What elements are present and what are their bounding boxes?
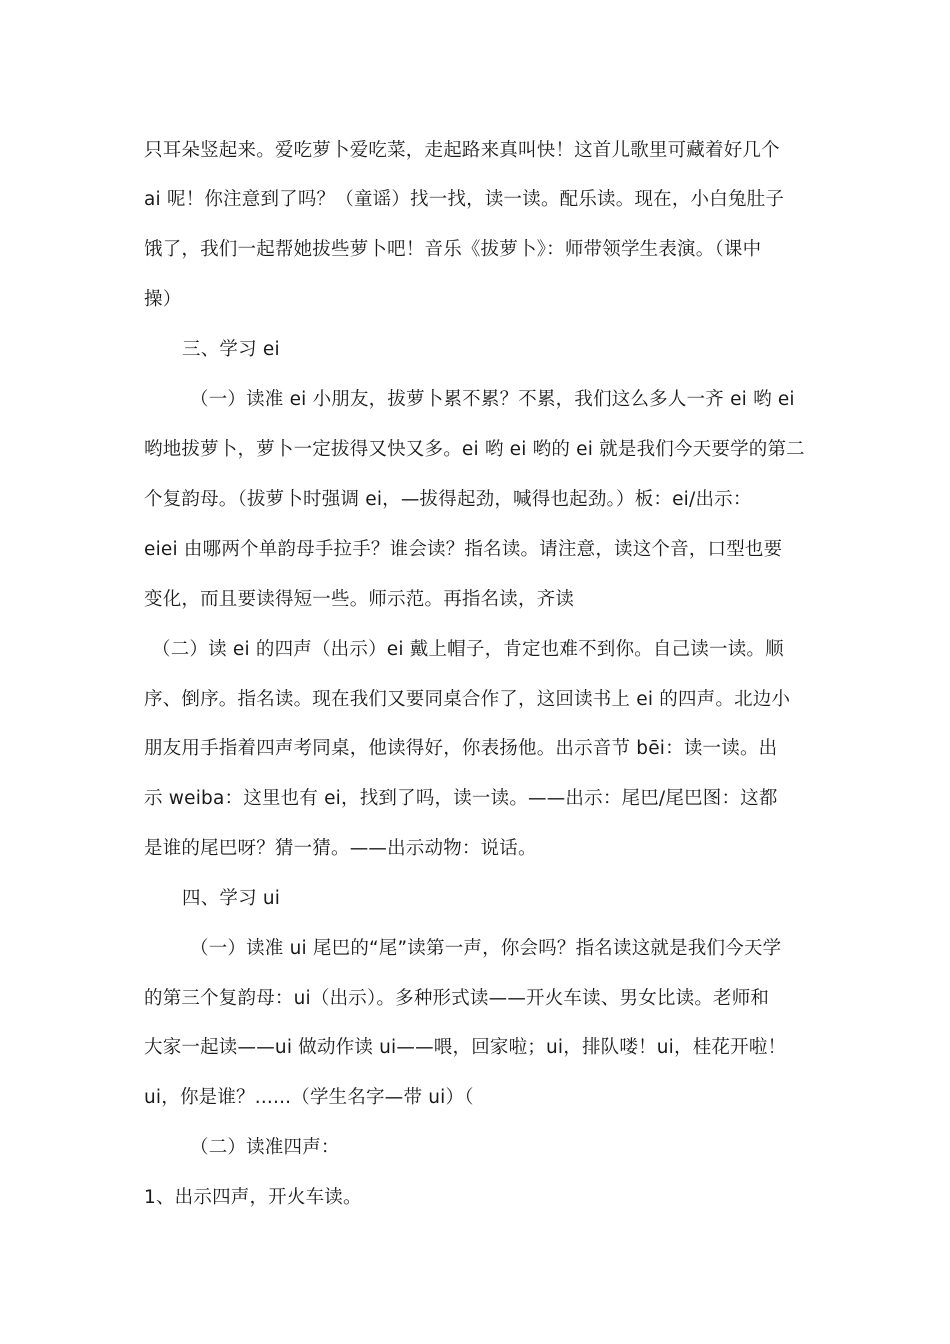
text-line: eiei 由哪两个单韵母手拉手？谁会读？指名读。请注意，读这个音，口型也要 [144,539,783,560]
subsection-heading: （二）读准四声： [190,1137,340,1158]
section-heading: 三、学习 ei [182,339,280,360]
text-line: 个复韵母。（拔萝卜时强调 ei，—拔得起劲，喊得也起劲。）板：ei/出示： [144,489,752,510]
subsection-paragraph: （一）读准 ui 尾巴的“尾”读第一声，你会吗？指名读这就是我们今天学 [190,938,782,959]
subsection-paragraph: （二）读 ei 的四声（出示）ei 戴上帽子，肯定也难不到你。自己读一读。顺 [152,639,784,660]
text-line: 操） [144,289,182,310]
text-line: 哟地拔萝卜，萝卜一定拔得又快又多。ei 哟 ei 哟的 ei 就是我们今天要学的第二 [144,439,805,460]
list-item: 1、出示四声，开火车读。 [144,1187,362,1208]
text-line: 示 weiba：这里也有 ei，找到了吗，读一读。——出示：尾巴/尾巴图：这都 [144,788,778,809]
text-line: 的第三个复韵母：ui（出示）。多种形式读——开火车读、男女比读。老师和 [144,988,770,1009]
text-line: 是谁的尾巴呀？猜一猜。——出示动物：说话。 [144,838,537,859]
text-line: 朋友用手指着四声考同桌，他读得好，你表扬他。出示音节 bēi：读一读。出 [144,738,778,759]
section-heading: 四、学习 ui [182,888,281,909]
text-line: 只耳朵竖起来。爱吃萝卜爱吃菜，走起路来真叫快！这首儿歌里可藏着好几个 [144,140,780,161]
subsection-paragraph: （一）读准 ei 小朋友，拔萝卜累不累？不累，我们这么多人一齐 ei 哟 ei [190,389,795,410]
text-line: 序、倒序。指名读。现在我们又要同桌合作了，这回读书上 ei 的四声。北边小 [144,689,791,710]
text-line: 饿了，我们一起帮她拔些萝卜吧！音乐《拔萝卜》：师带领学生表演。（课中 [144,239,762,260]
text-line: 变化，而且要读得短一些。师示范。再指名读，齐读 [144,589,575,610]
text-line: ui，你是谁？......（学生名字—带 ui）（ [144,1087,474,1108]
text-line: ai 呢！你注意到了吗？（童谣）找一找，读一读。配乐读。现在，小白兔肚子 [144,189,785,210]
text-line: 大家一起读——ui 做动作读 ui——喂，回家啦；ui，排队喽！ui，桂花开啦！ [144,1037,787,1058]
